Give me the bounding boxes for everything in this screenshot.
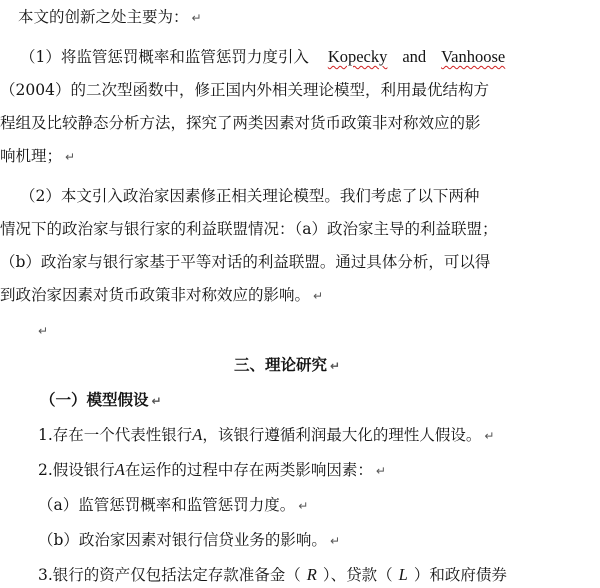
author-kopecky: Kopecky — [327, 47, 388, 66]
section-heading: 三、理论研究 ↵ — [234, 355, 341, 374]
paragraph-mark: ↵ — [191, 11, 202, 25]
paragraph-mark: ↵ — [298, 499, 309, 513]
blank-line — [0, 319, 600, 342]
paragraph-2-line-2: 情况下的政治家与银行家的利益联盟情况：（a）政治家主导的利益联盟； — [0, 220, 498, 238]
variable-r: R — [306, 565, 317, 584]
paragraph-1-line-3: 程组及比较静态分析方法，探究了两类因素对货币政策非对称效应的影 — [0, 114, 481, 132]
variable-a: A — [192, 425, 203, 444]
paragraph-mark: ↵ — [484, 429, 495, 443]
paragraph-mark: ↵ — [38, 324, 49, 338]
paragraph-1-line-2: （2004）的二次型函数中，修正国内外相关理论模型，利用最优结构方 — [0, 81, 489, 99]
variable-a: A — [114, 460, 125, 479]
paragraph-1-line-1: （1）将监管惩罚概率和监管惩罚力度引入 Kopecky and Vanhoose — [20, 47, 506, 66]
paragraph-mark: ↵ — [375, 464, 386, 478]
paragraph-mark: ↵ — [151, 394, 162, 408]
variable-l: L — [398, 565, 408, 584]
paragraph-mark: ↵ — [329, 534, 340, 548]
paragraph-2-line-4: 到政治家因素对货币政策非对称效应的影响。 ↵ — [0, 286, 324, 304]
assumption-2b: （b）政治家因素对银行信贷业务的影响。 ↵ — [38, 531, 340, 549]
paragraph-1-line-4: 响机理； ↵ — [0, 147, 76, 165]
paragraph-2-line-1: （2）本文引入政治家因素修正相关理论模型。我们考虑了以下两种 — [20, 187, 480, 205]
assumption-1: 1.存在一个代表性银行A，该银行遵循利润最大化的理性人假设。 ↵ — [38, 425, 495, 444]
paragraph-mark: ↵ — [330, 359, 341, 373]
assumption-2: 2.假设银行A在运作的过程中存在两类影响因素： ↵ — [38, 460, 386, 479]
assumption-3: 3.银行的资产仅包括法定存款准备金（ R ）、贷款（ L ）和政府债券 — [38, 565, 507, 584]
intro-line: 本文的创新之处主要为： ↵ — [18, 8, 202, 26]
paragraph-2-line-3: （b）政治家与银行家基于平等对话的利益联盟。通过具体分析，可以得 — [0, 253, 491, 271]
paragraph-mark: ↵ — [65, 150, 76, 164]
author-vanhoose: Vanhoose — [441, 47, 506, 66]
assumption-2a: （a）监管惩罚概率和监管惩罚力度。 ↵ — [38, 496, 309, 514]
sub-heading: （一）模型假设 ↵ — [40, 390, 162, 409]
paragraph-mark: ↵ — [313, 289, 324, 303]
